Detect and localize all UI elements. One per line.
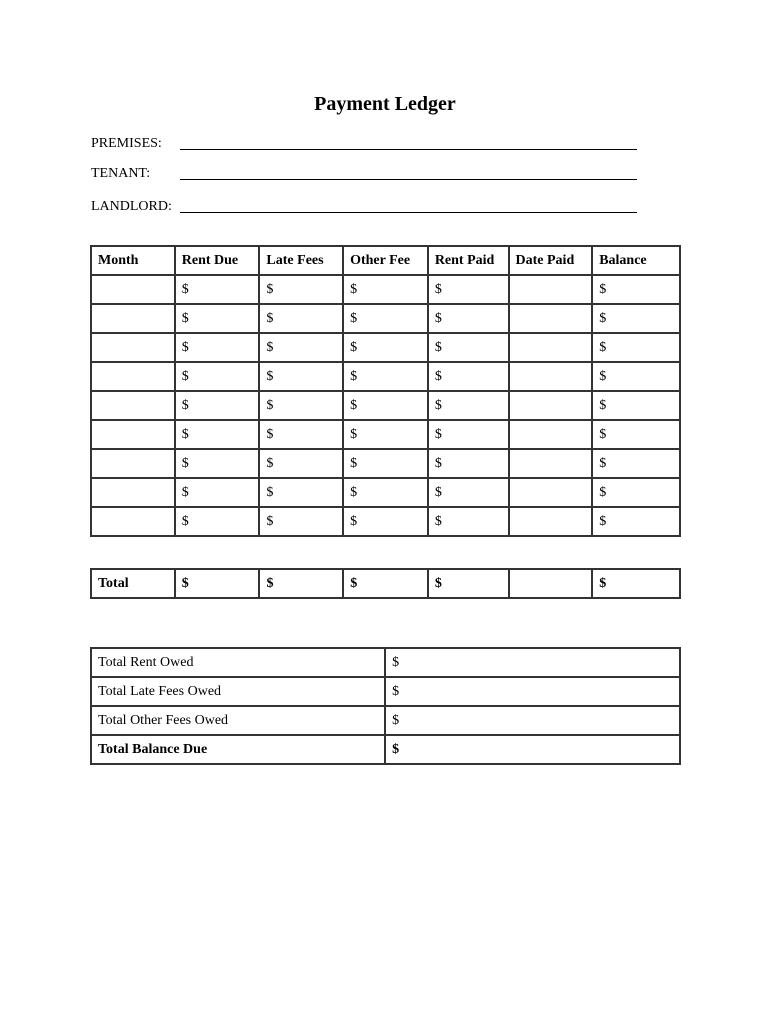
- late-fees-cell[interactable]: $: [259, 362, 343, 391]
- summary-label: Total Balance Due: [91, 735, 385, 764]
- date-paid-cell[interactable]: [509, 420, 593, 449]
- summary-value[interactable]: $: [385, 648, 680, 677]
- summary-row: [91, 677, 680, 706]
- ledger-row: [91, 275, 680, 304]
- header-rent-paid: Rent Paid: [428, 246, 509, 275]
- rent-paid-cell[interactable]: $: [428, 304, 509, 333]
- ledger-total-table: [90, 568, 681, 599]
- rent-due-cell[interactable]: $: [175, 449, 260, 478]
- late-fees-cell[interactable]: $: [259, 391, 343, 420]
- header-other-fee: Other Fee: [343, 246, 428, 275]
- tenant-input-line[interactable]: [180, 179, 637, 180]
- late-fees-cell[interactable]: $: [259, 304, 343, 333]
- other-fee-cell[interactable]: $: [343, 333, 428, 362]
- header-month: Month: [91, 246, 175, 275]
- ledger-table: [90, 245, 681, 537]
- header-balance: Balance: [592, 246, 680, 275]
- header-date-paid: Date Paid: [509, 246, 593, 275]
- date-paid-cell[interactable]: [509, 304, 593, 333]
- month-cell[interactable]: [91, 304, 175, 333]
- rent-paid-cell[interactable]: $: [428, 420, 509, 449]
- other-fee-cell[interactable]: $: [343, 507, 428, 536]
- rent-due-cell[interactable]: $: [175, 333, 260, 362]
- summary-value[interactable]: $: [385, 706, 680, 735]
- ledger-row: [91, 420, 680, 449]
- premises-label: PREMISES:: [91, 136, 162, 151]
- late-fees-cell[interactable]: $: [259, 507, 343, 536]
- date-paid-cell[interactable]: [509, 275, 593, 304]
- total-other-fee-cell[interactable]: $: [343, 569, 428, 598]
- rent-paid-cell[interactable]: $: [428, 275, 509, 304]
- date-paid-cell[interactable]: [509, 507, 593, 536]
- total-label: Total: [91, 569, 175, 598]
- balance-cell[interactable]: $: [592, 275, 680, 304]
- premises-input-line[interactable]: [180, 149, 637, 150]
- summary-table: [90, 647, 681, 765]
- balance-cell[interactable]: $: [592, 362, 680, 391]
- rent-due-cell[interactable]: $: [175, 420, 260, 449]
- ledger-row: [91, 507, 680, 536]
- summary-label: Total Rent Owed: [91, 648, 385, 677]
- summary-row: [91, 648, 680, 677]
- total-row: [91, 569, 680, 598]
- ledger-row: [91, 449, 680, 478]
- other-fee-cell[interactable]: $: [343, 449, 428, 478]
- balance-cell[interactable]: $: [592, 333, 680, 362]
- other-fee-cell[interactable]: $: [343, 304, 428, 333]
- tenant-label: TENANT:: [91, 166, 151, 181]
- total-rent-paid-cell[interactable]: $: [428, 569, 509, 598]
- rent-due-cell[interactable]: $: [175, 478, 260, 507]
- summary-value[interactable]: $: [385, 735, 680, 764]
- late-fees-cell[interactable]: $: [259, 420, 343, 449]
- rent-due-cell[interactable]: $: [175, 275, 260, 304]
- other-fee-cell[interactable]: $: [343, 478, 428, 507]
- rent-due-cell[interactable]: $: [175, 362, 260, 391]
- summary-label: Total Other Fees Owed: [91, 706, 385, 735]
- month-cell[interactable]: [91, 333, 175, 362]
- ledger-row: [91, 478, 680, 507]
- rent-paid-cell[interactable]: $: [428, 449, 509, 478]
- total-late-fees-cell[interactable]: $: [259, 569, 343, 598]
- rent-due-cell[interactable]: $: [175, 391, 260, 420]
- ledger-row: [91, 304, 680, 333]
- summary-row: [91, 735, 680, 764]
- summary-row: [91, 706, 680, 735]
- balance-cell[interactable]: $: [592, 449, 680, 478]
- late-fees-cell[interactable]: $: [259, 275, 343, 304]
- other-fee-cell[interactable]: $: [343, 391, 428, 420]
- total-date-paid-cell[interactable]: [509, 569, 593, 598]
- month-cell[interactable]: [91, 507, 175, 536]
- date-paid-cell[interactable]: [509, 333, 593, 362]
- other-fee-cell[interactable]: $: [343, 275, 428, 304]
- total-balance-cell[interactable]: $: [592, 569, 680, 598]
- summary-value[interactable]: $: [385, 677, 680, 706]
- month-cell[interactable]: [91, 391, 175, 420]
- late-fees-cell[interactable]: $: [259, 333, 343, 362]
- rent-paid-cell[interactable]: $: [428, 391, 509, 420]
- rent-due-cell[interactable]: $: [175, 304, 260, 333]
- ledger-row: [91, 362, 680, 391]
- balance-cell[interactable]: $: [592, 478, 680, 507]
- other-fee-cell[interactable]: $: [343, 420, 428, 449]
- rent-due-cell[interactable]: $: [175, 507, 260, 536]
- landlord-label: LANDLORD:: [91, 199, 172, 214]
- date-paid-cell[interactable]: [509, 391, 593, 420]
- late-fees-cell[interactable]: $: [259, 478, 343, 507]
- ledger-header-row: [91, 246, 680, 275]
- header-late-fees: Late Fees: [259, 246, 343, 275]
- rent-paid-cell[interactable]: $: [428, 362, 509, 391]
- date-paid-cell[interactable]: [509, 449, 593, 478]
- ledger-row: [91, 391, 680, 420]
- rent-paid-cell[interactable]: $: [428, 478, 509, 507]
- month-cell[interactable]: [91, 275, 175, 304]
- page-title: Payment Ledger: [314, 93, 456, 115]
- rent-paid-cell[interactable]: $: [428, 507, 509, 536]
- summary-label: Total Late Fees Owed: [91, 677, 385, 706]
- total-rent-due-cell[interactable]: $: [175, 569, 260, 598]
- landlord-input-line[interactable]: [180, 212, 637, 213]
- other-fee-cell[interactable]: $: [343, 362, 428, 391]
- late-fees-cell[interactable]: $: [259, 449, 343, 478]
- date-paid-cell[interactable]: [509, 362, 593, 391]
- balance-cell[interactable]: $: [592, 420, 680, 449]
- balance-cell[interactable]: $: [592, 507, 680, 536]
- month-cell[interactable]: [91, 420, 175, 449]
- balance-cell[interactable]: $: [592, 391, 680, 420]
- month-cell[interactable]: [91, 478, 175, 507]
- month-cell[interactable]: [91, 362, 175, 391]
- header-rent-due: Rent Due: [175, 246, 260, 275]
- month-cell[interactable]: [91, 449, 175, 478]
- ledger-row: [91, 333, 680, 362]
- balance-cell[interactable]: $: [592, 304, 680, 333]
- rent-paid-cell[interactable]: $: [428, 333, 509, 362]
- date-paid-cell[interactable]: [509, 478, 593, 507]
